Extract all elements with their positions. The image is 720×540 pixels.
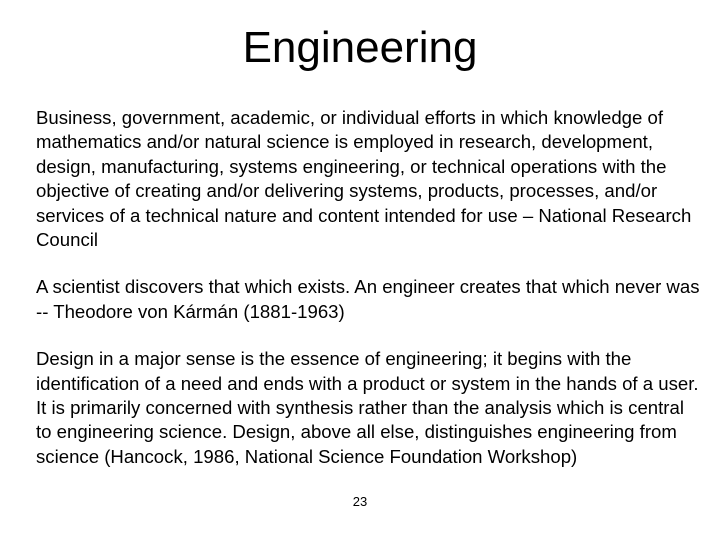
von-karman-quote: A scientist discovers that which exists. An engineer creates that which never was -- Theodore von Kármán (1881-1963)	[36, 276, 700, 322]
slide-title: Engineering	[242, 23, 478, 72]
slide-body	[36, 106, 700, 469]
page-number: 23	[352, 494, 368, 509]
design-paragraph: Design in a major sense is the essence of engineering; it begins with the identification of a need and ends with a product or system in the hands of a user. It is primarily concerned with synthesis rather than the analysis which is central to engineering science. Design, above all else, distinguishes engineering from science (Hancock, 1986, National Science Foundation Workshop)	[36, 348, 699, 467]
definition-paragraph: Business, government, academic, or individual efforts in which knowledge of mathematics and/or natural science is employed in research, development, design, manufacturing, systems engineering, or technical operations with the objective of creating and/or delivering systems, products, processes, and/or services of a technical nature and content intended for use – National Research Council	[36, 107, 692, 251]
